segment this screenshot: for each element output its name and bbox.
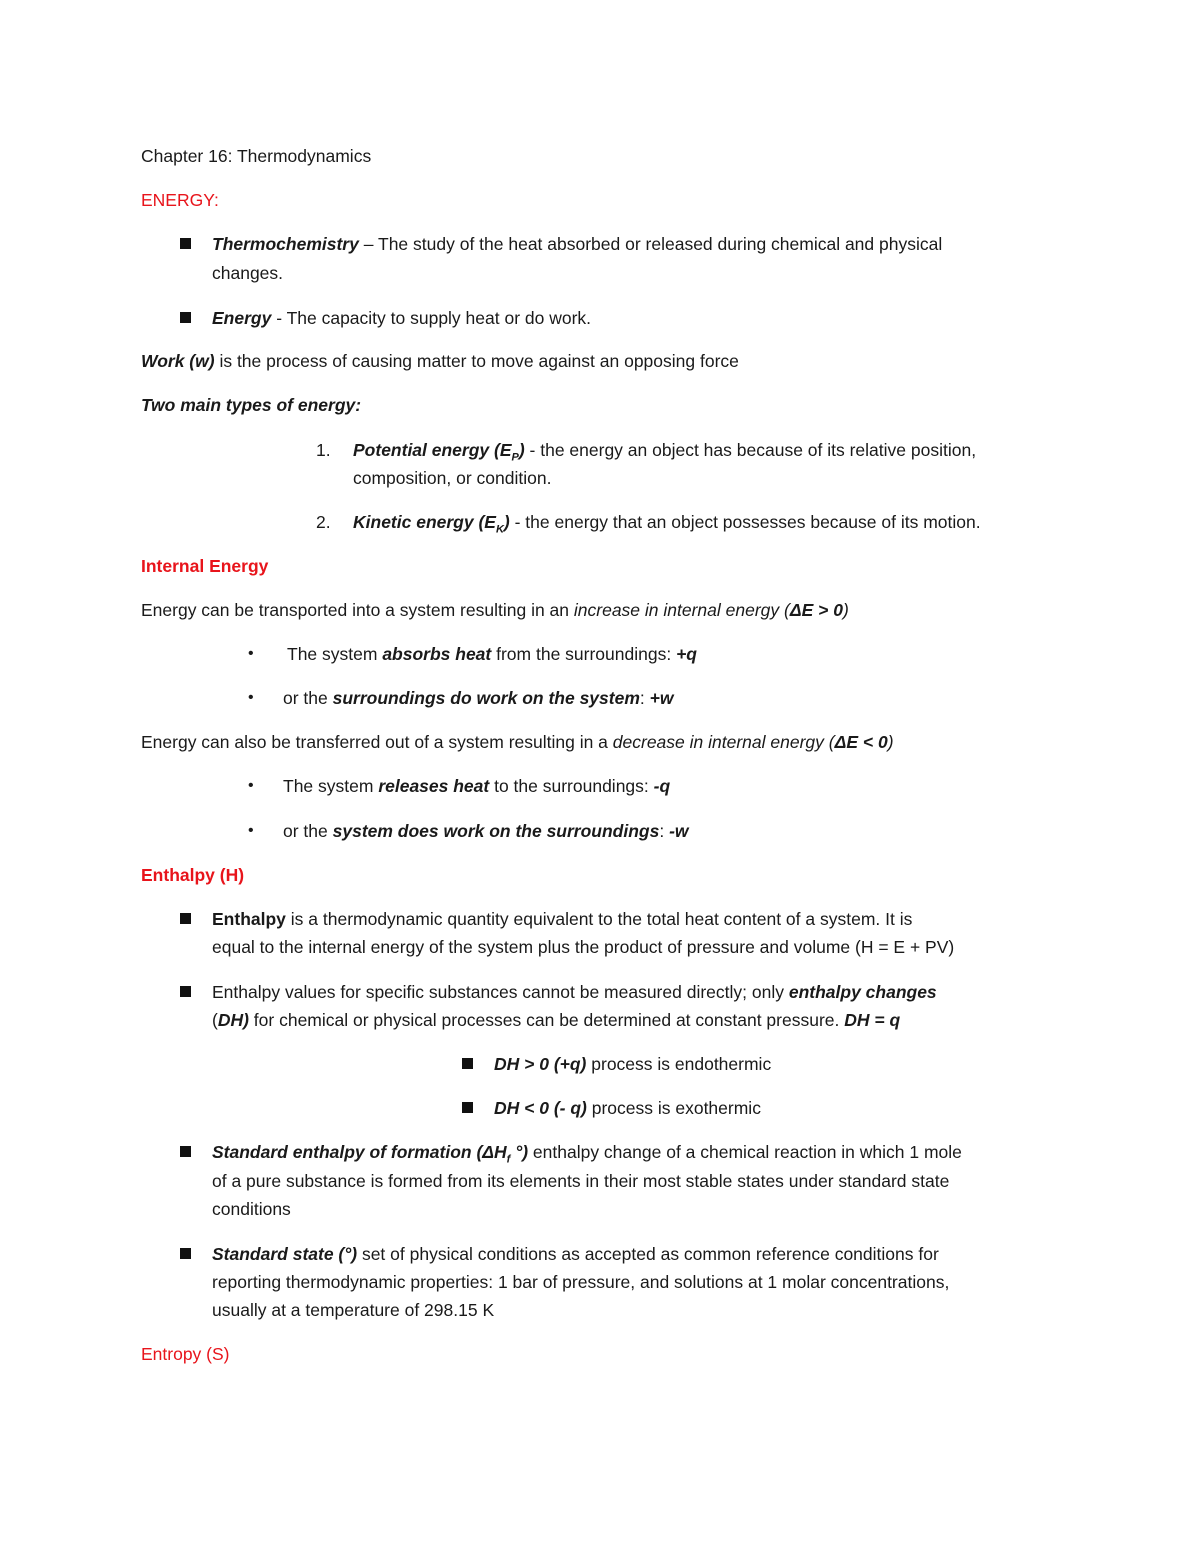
list-item-standard-state: Standard state (°) set of physical conditions as accepted as common reference conditions for	[212, 1244, 939, 1264]
list-item-surroundings-work: or the surroundings do work on the system: +w	[283, 688, 674, 708]
term: Work	[141, 351, 185, 371]
list-item-endothermic: DH > 0 (+q) process is endothermic	[494, 1054, 772, 1074]
square-bullet-icon	[180, 238, 191, 249]
list-item-absorbs-heat: The system absorbs heat from the surroundings: +q	[287, 644, 697, 664]
list-item-potential-energy-cont: composition, or condition.	[353, 468, 552, 488]
page-title: Chapter 16: Thermodynamics	[141, 146, 372, 166]
entropy-heading: Entropy (S)	[141, 1344, 230, 1364]
list-item-kinetic-energy	[353, 511, 981, 536]
energy-heading: ENERGY:	[141, 190, 219, 210]
list-number: 1.	[316, 440, 331, 460]
definition: is the process of causing matter to move against an opposing force	[214, 351, 739, 371]
square-bullet-icon	[462, 1058, 473, 1069]
bullet-dot-icon: •	[248, 689, 254, 706]
work-definition	[141, 350, 739, 372]
enthalpy-heading: Enthalpy (H)	[141, 865, 245, 885]
definition: - the energy that an object possesses because of its motion.	[509, 512, 981, 532]
list-item-system-work: or the system does work on the surroundings: -w	[283, 821, 689, 841]
bullet-dot-icon: •	[248, 777, 254, 794]
square-bullet-icon	[180, 1248, 191, 1259]
types-heading: Two main types of energy:	[141, 395, 362, 415]
bullet-dot-icon: •	[248, 822, 254, 839]
list-item-enthalpy-cont: equal to the internal energy of the system plus the product of pressure and volume (H = E + PV)	[212, 937, 955, 957]
square-bullet-icon	[180, 1146, 191, 1157]
definition: - the energy an object has because of its relative position,	[524, 440, 977, 460]
list-item-standard-enthalpy-cont: conditions	[212, 1199, 291, 1219]
term: Thermochemistry	[212, 234, 359, 254]
bullet-dot-icon: •	[248, 645, 254, 662]
increase-paragraph: Energy can be transported into a system resulting in an increase in internal energy (ΔE > 0)	[141, 600, 849, 620]
list-item-thermochemistry-cont: changes.	[212, 263, 284, 283]
list-item-thermochemistry	[212, 233, 942, 255]
square-bullet-icon	[180, 913, 191, 924]
term: Kinetic energy $(E_K)$	[353, 512, 510, 536]
symbol: (w)	[184, 351, 215, 371]
list-item-standard-state-cont: reporting thermodynamic properties: 1 bar of pressure, and solutions at 1 molar concentrations,	[212, 1272, 950, 1292]
list-item-standard-enthalpy: Standard enthalpy of formation ($\Delta H_f$ °) enthalpy change of a chemical reaction in which 1 mole	[212, 1142, 962, 1166]
square-bullet-icon	[180, 986, 191, 997]
list-item-exothermic: DH < 0 (- q) process is exothermic	[494, 1098, 761, 1118]
list-number: 2.	[316, 512, 331, 532]
list-item-standard-state-cont: usually at a temperature of 298.15 K	[212, 1300, 495, 1320]
square-bullet-icon	[180, 312, 191, 323]
term: Energy	[212, 308, 272, 328]
definition: – The study of the heat absorbed or released during chemical and physical	[358, 234, 943, 254]
list-item-enthalpy: Enthalpy is a thermodynamic quantity equivalent to the total heat content of a system. It is	[212, 909, 913, 929]
term: Potential energy $(E_P)$	[353, 440, 525, 464]
square-bullet-icon	[462, 1102, 473, 1113]
definition: - The capacity to supply heat or do work.	[271, 308, 592, 328]
list-item-standard-enthalpy-cont: of a pure substance is formed from its elements in their most stable states under standard state	[212, 1171, 950, 1191]
list-item-potential-energy	[353, 439, 977, 464]
list-item-enthalpy-values: Enthalpy values for specific substances cannot be measured directly; only enthalpy changes	[212, 982, 937, 1002]
list-item-energy	[212, 307, 591, 329]
decrease-paragraph: Energy can also be transferred out of a system resulting in a decrease in internal energy (ΔE < 0)	[141, 732, 894, 752]
list-item-releases-heat: The system releases heat to the surroundings: -q	[283, 776, 671, 796]
internal-energy-heading: Internal Energy	[141, 556, 269, 576]
list-item-enthalpy-values-cont: (DH) for chemical or physical processes can be determined at constant pressure. DH = q	[212, 1010, 901, 1030]
